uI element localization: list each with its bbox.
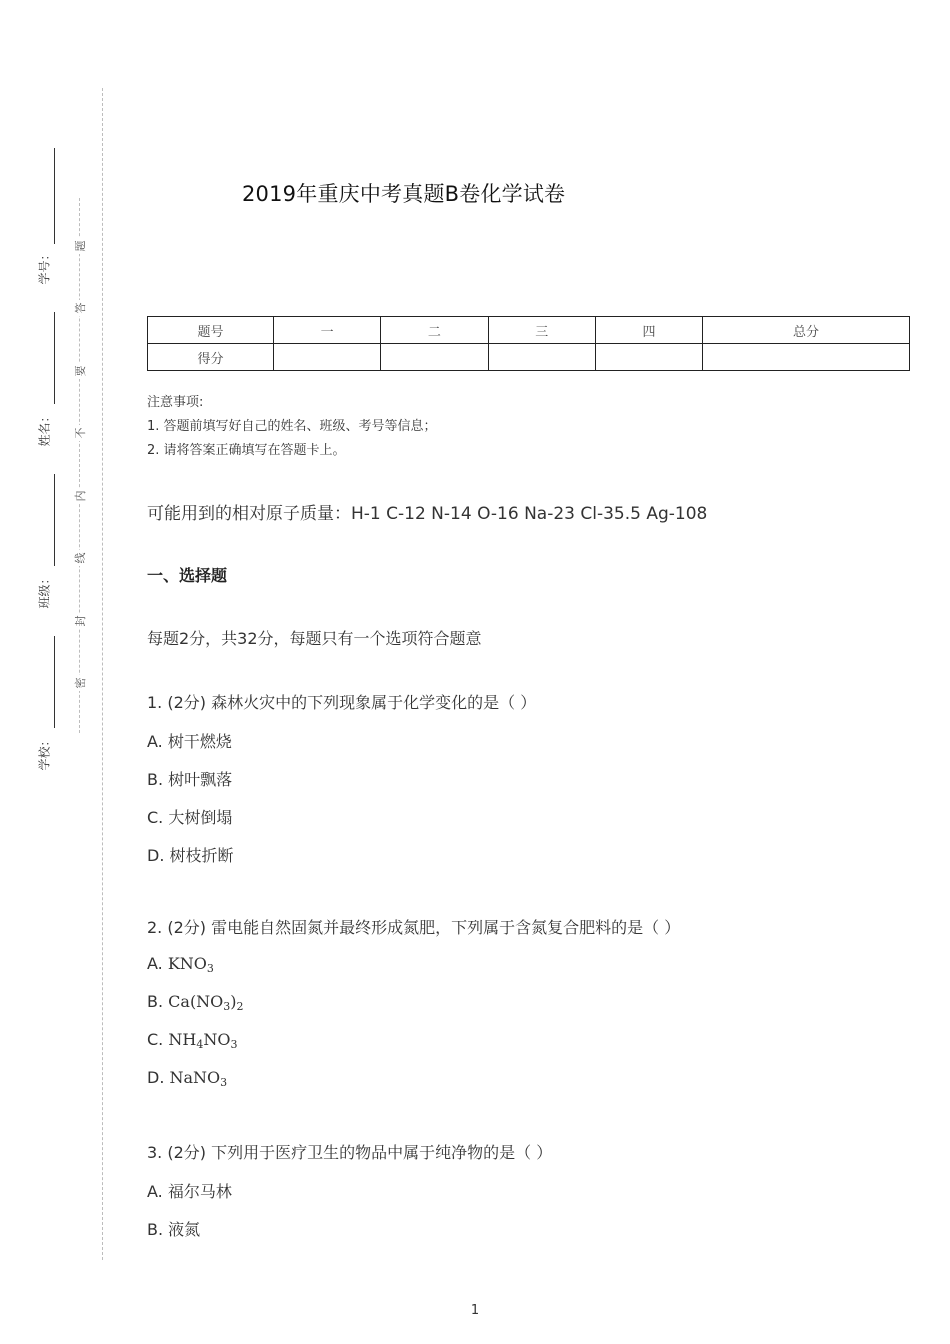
school-label: 学校： bbox=[37, 734, 52, 771]
class-label: 班级： bbox=[37, 572, 52, 609]
notice-block bbox=[147, 391, 437, 463]
class-line bbox=[54, 474, 55, 566]
seal-char: 要 bbox=[72, 363, 88, 379]
score-table-header-row bbox=[148, 317, 910, 344]
score-header-cell: 一 bbox=[274, 317, 381, 344]
option-letter: B. bbox=[147, 992, 164, 1011]
score-header-cell: 四 bbox=[595, 317, 702, 344]
question-stem: 2. (2分) 雷电能自然固氮并最终形成氮肥，下列属于含氮复合肥料的是（ ） bbox=[147, 918, 681, 937]
question-option: D. 树枝折断 bbox=[147, 846, 234, 865]
option-letter: A. bbox=[147, 954, 163, 973]
question-option bbox=[147, 992, 244, 1013]
score-table-score-row bbox=[148, 344, 910, 371]
chemical-formula: NaNO$_3$ bbox=[169, 1068, 228, 1089]
page-number: 1 bbox=[470, 1303, 480, 1318]
question-stem: 3. (2分) 下列用于医疗卫生的物品中属于纯净物的是（ ） bbox=[147, 1143, 553, 1162]
section-instruction: 每题2分，共32分，每题只有一个选项符合题意 bbox=[147, 629, 482, 648]
score-header-cell: 三 bbox=[488, 317, 595, 344]
question-option bbox=[147, 1068, 227, 1089]
seal-char: 题 bbox=[72, 238, 88, 254]
question-option: B. 树叶飘落 bbox=[147, 770, 233, 789]
seal-char: 封 bbox=[72, 613, 88, 629]
seal-char: 密 bbox=[72, 675, 88, 691]
question-option bbox=[147, 954, 214, 975]
notice-item: 2. 请将答案正确填写在答题卡上。 bbox=[147, 443, 346, 458]
school-line bbox=[54, 636, 55, 728]
score-cell bbox=[274, 344, 381, 371]
seal-char: 内 bbox=[72, 488, 88, 504]
seal-char: 不 bbox=[72, 425, 88, 441]
score-header-cell: 题号 bbox=[148, 317, 274, 344]
chemical-formula: $KNO_3$ bbox=[167, 954, 214, 975]
question-option: B. 液氮 bbox=[147, 1220, 201, 1239]
notice-heading: 注意事项: bbox=[147, 395, 204, 410]
atomic-masses: 可能用到的相对原子质量：H-1 C-12 N-14 O-16 Na-23 Cl-35.5 Ag-108 bbox=[147, 504, 708, 524]
question-option bbox=[147, 1030, 237, 1051]
chemical-formula: $Ca(NO_3)_2$ bbox=[168, 992, 244, 1013]
question-option: C. 大树倒塌 bbox=[147, 808, 233, 827]
binding-margin bbox=[0, 0, 110, 1344]
option-letter: D. bbox=[147, 1068, 165, 1087]
score-cell bbox=[703, 344, 910, 371]
seal-char: 答 bbox=[72, 300, 88, 316]
score-row-label: 得分 bbox=[148, 344, 274, 371]
score-table bbox=[147, 316, 910, 371]
margin-fold-line bbox=[102, 88, 103, 1260]
section-title: 一、选择题 bbox=[147, 566, 228, 585]
name-line bbox=[54, 312, 55, 404]
name-label: 姓名： bbox=[37, 410, 52, 447]
question-option: A. 福尔马林 bbox=[147, 1182, 232, 1201]
seal-char: 线 bbox=[72, 550, 88, 566]
student-id-line bbox=[54, 148, 55, 244]
seal-line bbox=[79, 198, 80, 733]
score-header-cell: 二 bbox=[381, 317, 488, 344]
student-id-label: 学号： bbox=[37, 248, 52, 285]
option-letter: C. bbox=[147, 1030, 164, 1049]
score-cell bbox=[595, 344, 702, 371]
exam-title: 2019年重庆中考真题B卷化学试卷 bbox=[242, 182, 566, 206]
score-cell bbox=[488, 344, 595, 371]
question-option: A. 树干燃烧 bbox=[147, 732, 232, 751]
score-header-cell: 总分 bbox=[703, 317, 910, 344]
chemical-formula: $NH_4NO_3$ bbox=[168, 1030, 238, 1051]
score-cell bbox=[381, 344, 488, 371]
notice-item: 1. 答题前填写好自己的姓名、班级、考号等信息； bbox=[147, 419, 437, 434]
question-stem: 1. (2分) 森林火灾中的下列现象属于化学变化的是（ ） bbox=[147, 693, 537, 712]
